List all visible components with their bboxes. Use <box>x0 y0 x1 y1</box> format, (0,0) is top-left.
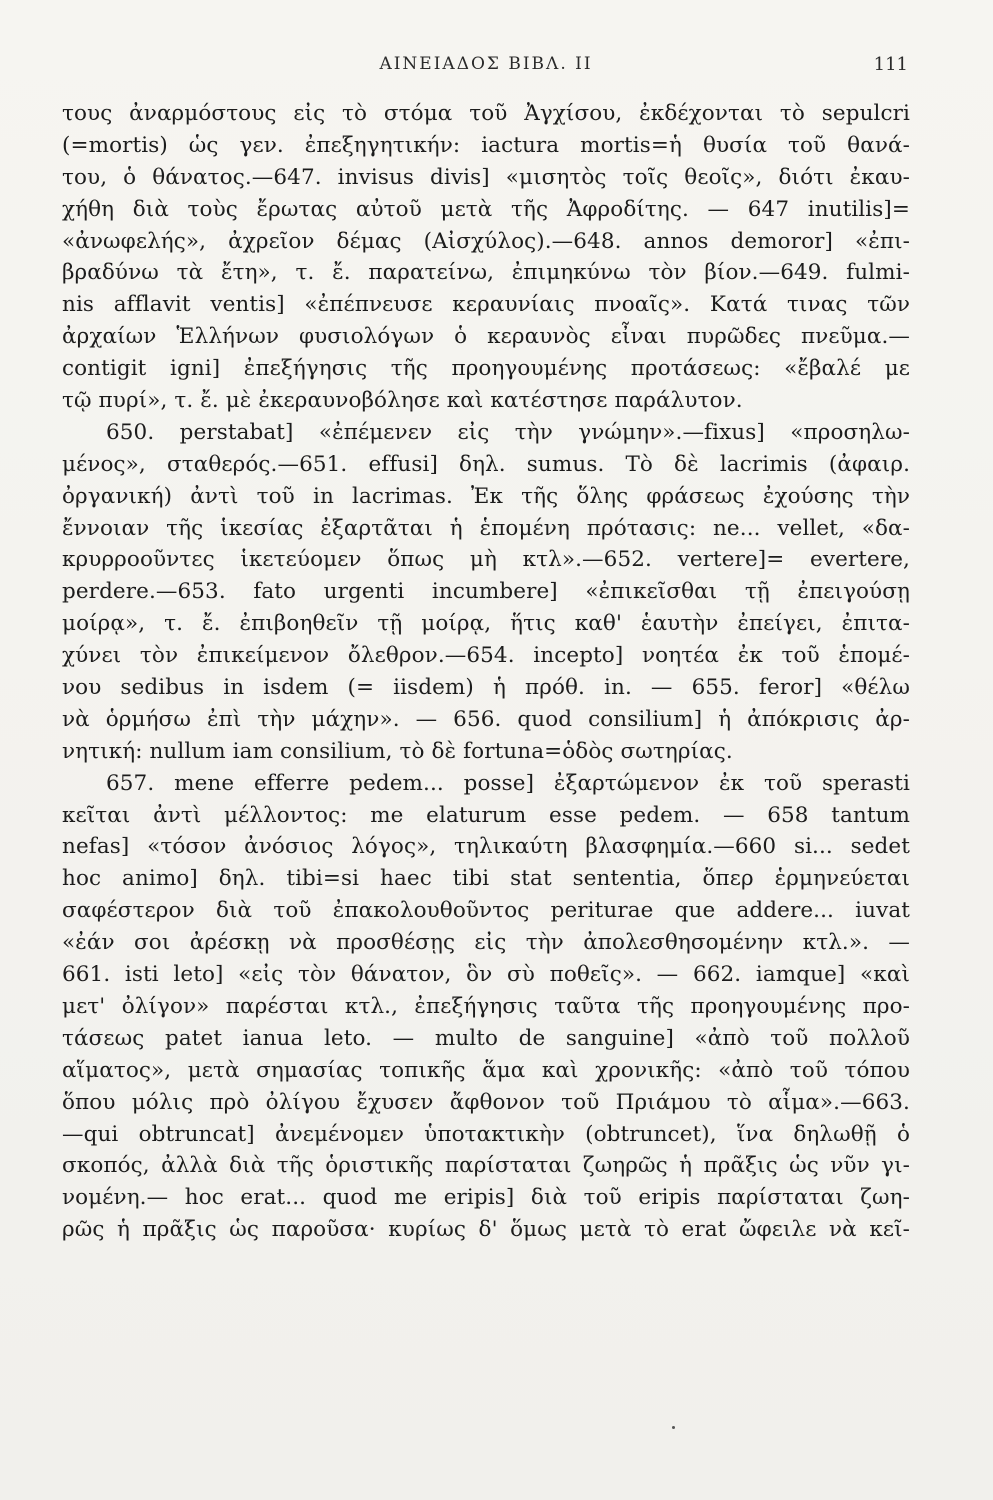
text-line: σαφέστερον διὰ τοῦ ἐπακολουθοῦντος periturae que addere... iuvat <box>62 898 910 924</box>
text-line: νὰ ὁρμήσω ἐπὶ τὴν μάχην». — 656. quod consilium] ἡ ἀπόκρισις ἀρ- <box>62 706 910 732</box>
text-line: nefas] «τόσον ἀνόσιος λόγος», τηλικαύτη βλασφημία.—660 si... sedet <box>62 834 910 860</box>
text-line: —qui obtruncat] ἀνεμένομεν ὑποτακτικὴν (obtruncet), ἵνα δηλωθῇ ὁ <box>62 1121 910 1147</box>
text-line: νου sedibus in isdem (= iisdem) ἡ πρόθ. in. — 655. feror] «θέλω <box>62 675 910 701</box>
text-line: 661. isti leto] «εἰς τὸν θάνατον, ὃν σὺ ποθεῖς». — 662. iamque] «καὶ <box>62 962 910 988</box>
text-line: ἔννοιαν τῆς ἱκεσίας ἐξαρτᾶται ἡ ἑπομένη πρότασις: ne... vellet, «δα- <box>62 515 910 541</box>
text-line: 657. mene efferre pedem... posse] ἐξαρτώμενον ἐκ τοῦ sperasti <box>106 770 910 796</box>
text-line: νομένη.— hoc erat... quod me eripis] διὰ τοῦ eripis παρίσταται ζωη- <box>62 1185 910 1211</box>
text-line: του, ὁ θάνατος.—647. invisus divis] «μισητὸς τοῖς θεοῖς», διότι ἐκαυ- <box>62 164 910 190</box>
page-header <box>62 54 910 82</box>
text-line: (=mortis) ὡς γεν. ἐπεξηγητικήν: iactura mortis=ἡ θυσία τοῦ θανά- <box>62 132 910 158</box>
text-line: μένος», σταθερός.—651. effusi] δηλ. sumus. Τὸ δὲ lacrimis (ἀφαιρ. <box>62 451 910 477</box>
text-line: σκοπός, ἀλλὰ διὰ τῆς ὁριστικῆς παρίσταται ζωηρῶς ἡ πρᾶξις ὡς νῦν γι- <box>62 1153 910 1179</box>
text-line: κρυρροοῦντες ἱκετεύομεν ὅπως μὴ κτλ».—652. vertere]= evertere, <box>62 547 910 573</box>
text-line: μετ' ὀλίγον» παρέσται κτλ., ἐπεξήγησις ταῦτα τῆς προηγουμένης προ- <box>62 993 910 1019</box>
text-line: ὅπου μόλις πρὸ ὀλίγου ἔχυσεν ἄφθονον τοῦ Πριάμου τὸ αἷμα».—663. <box>62 1089 910 1115</box>
text-line: τάσεως patet ianua leto. — multo de sanguine] «ἀπὸ τοῦ πολλοῦ <box>62 1025 910 1051</box>
text-line: κεῖται ἀντὶ μέλλοντος: me elaturum esse pedem. — 658 tantum <box>62 802 910 828</box>
text-line: χύνει τὸν ἐπικείμενον ὄλεθρον.—654. incepto] νοητέα ἐκ τοῦ ἑπομέ- <box>62 643 910 669</box>
text-line: 650. perstabat] «ἐπέμενεν εἰς τὴν γνώμην».—fixus] «προσηλω- <box>106 419 910 445</box>
text-line: ρῶς ἡ πρᾶξις ὡς παροῦσα· κυρίως δ' ὅμως μετὰ τὸ erat ὤφειλε νὰ κεῖ- <box>62 1217 910 1243</box>
text-line: «ἀνωφελής», ἀχρεῖον δέμας (Αἰσχύλος).—648. annos demoror] «ἐπι- <box>62 228 910 254</box>
paper-speck <box>672 1426 675 1429</box>
text-line: βραδύνω τὰ ἔτη», τ. ἔ. παρατείνω, ἐπιμηκύνω τὸν βίον.—649. fulmi- <box>62 260 910 286</box>
page-number: 111 <box>873 54 908 75</box>
text-line: χήθη διὰ τοὺς ἔρωτας αὐτοῦ μετὰ τῆς Ἀφροδίτης. — 647 inutilis]= <box>62 196 910 222</box>
text-line: hoc animo] δηλ. tibi=si haec tibi stat sententia, ὅπερ ἑρμηνεύεται <box>62 866 910 892</box>
text-line: contigit igni] ἐπεξήγησις τῆς προηγουμένης προτάσεως: «ἔβαλέ με <box>62 356 910 382</box>
text-line: ὀργανική) ἀντὶ τοῦ in lacrimas. Ἐκ τῆς ὅλης φράσεως ἐχούσης τὴν <box>62 483 910 509</box>
text-line: αἵματος», μετὰ σημασίας τοπικῆς ἅμα καὶ χρονικῆς: «ἀπὸ τοῦ τόπου <box>62 1057 910 1083</box>
text-line: τους ἀναρμόστους εἰς τὸ στόμα τοῦ Ἀγχίσου, ἐκδέχονται τὸ sepulcri <box>62 101 910 126</box>
commentary-text <box>62 98 910 1438</box>
running-title: ΑΙΝΕΙΑΔΟΣ ΒΙΒΛ. ΙΙ <box>379 54 593 74</box>
text-line: μοίρᾳ», τ. ἔ. ἐπιβοηθεῖν τῇ μοίρᾳ, ἥτις καθ' ἑαυτὴν ἐπείγει, ἐπιτα- <box>62 611 910 637</box>
text-line: νητική: nullum iam consilium, τὸ δὲ fortuna=ὁδὸς σωτηρίας. <box>62 738 733 764</box>
text-line: «ἐάν σοι ἀρέσκῃ νὰ προσθέσῃς εἰς τὴν ἀπολεσθησομένην κτλ.». — <box>62 930 910 956</box>
text-line: perdere.—653. fato urgenti incumbere] «ἐπικεῖσθαι τῇ ἐπειγούσῃ <box>62 579 910 605</box>
text-line: τῷ πυρί», τ. ἔ. μὲ ἐκεραυνοβόλησε καὶ κατέστησε παράλυτον. <box>62 388 743 414</box>
text-line: ἀρχαίων Ἑλλήνων φυσιολόγων ὁ κεραυνὸς εἶναι πυρῶδες πνεῦμα.— <box>62 324 910 350</box>
text-line: nis afflavit ventis] «ἐπέπνευσε κεραυνίαις πνοαῖς». Κατά τινας τῶν <box>62 292 910 318</box>
